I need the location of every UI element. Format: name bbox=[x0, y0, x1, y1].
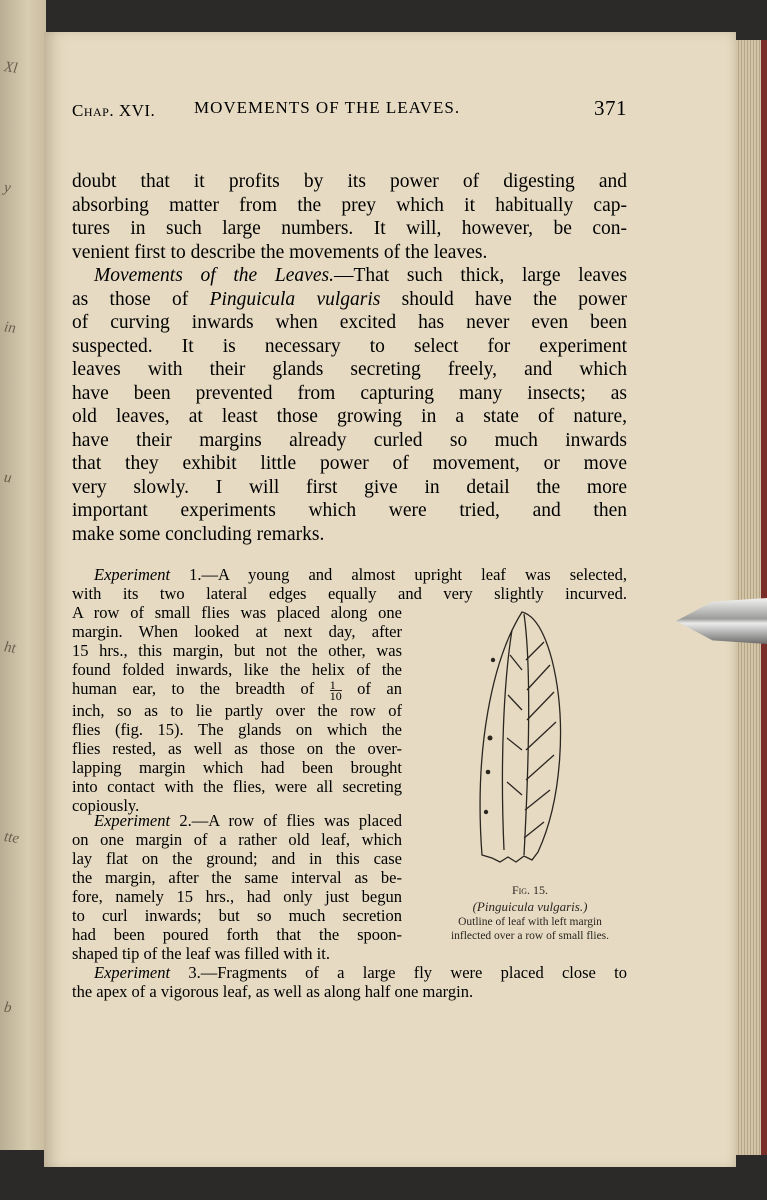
fly-mark bbox=[488, 736, 493, 741]
ghost-text: Xl bbox=[3, 59, 19, 77]
leaf-vein bbox=[508, 695, 522, 710]
text-line: fore, namely 15 hrs., had only just begun bbox=[72, 887, 402, 906]
text-line: old leaves, at least those growing in a state of nature, bbox=[72, 406, 627, 427]
text-line: venient first to describe the movements of the leaves. bbox=[72, 241, 488, 263]
text-fragment: human ear, to the breadth of bbox=[72, 679, 330, 698]
leaf-vein bbox=[525, 790, 550, 810]
running-title: MOVEMENTS OF THE LEAVES. bbox=[194, 98, 461, 117]
ghost-text: y bbox=[2, 179, 12, 197]
text-line: very slowly. I will first give in detail the more bbox=[72, 476, 627, 498]
text-line: into contact with the flies, were all secreting bbox=[72, 776, 402, 796]
left-page-edge bbox=[0, 0, 46, 1150]
text-fragment: 1.—A young and almost upright leaf was selected, bbox=[170, 565, 627, 584]
text-line: 15 hrs., this margin, but not the other, was bbox=[72, 641, 402, 660]
fly-mark bbox=[484, 810, 488, 814]
text-line: with its two lateral edges equally and very slightly incurved. bbox=[72, 584, 627, 603]
text-line: leaves with their glands secreting freely, and which bbox=[72, 359, 627, 380]
text-line: important experiments which were tried, and then bbox=[72, 500, 627, 521]
fraction-denominator: 10 bbox=[329, 688, 342, 703]
paragraph-intro bbox=[72, 170, 627, 264]
leaf-vein bbox=[527, 665, 550, 690]
text-line: have their margins already curled so much inwards bbox=[72, 429, 627, 451]
fly-mark bbox=[486, 770, 491, 775]
text-fragment: —That such thick, large leaves bbox=[333, 265, 628, 286]
text-line: inch, so as to lie partly over the row of bbox=[72, 700, 402, 720]
text-line: found folded inwards, like the helix of the bbox=[72, 660, 402, 679]
text-line: shaped tip of the leaf was filled with it. bbox=[72, 944, 330, 963]
fraction-numerator: 1 bbox=[329, 677, 336, 692]
chapter-label: Chap. XVI. bbox=[72, 101, 156, 120]
text-line bbox=[72, 288, 627, 312]
text-line: of curving inwards when excited has never even been bbox=[72, 312, 627, 333]
text-line: lay flat on the ground; and in this case bbox=[72, 849, 402, 868]
leaf-vein bbox=[527, 692, 554, 720]
leaf-vein bbox=[510, 655, 522, 670]
leaf-vein bbox=[526, 755, 554, 780]
experiment-3 bbox=[72, 963, 627, 1001]
leaf-vein bbox=[507, 782, 522, 795]
text-line: that they exhibit little power of movement, or move bbox=[72, 453, 627, 474]
figure-label: Fig. 15. bbox=[511, 883, 549, 897]
leaf-vein bbox=[524, 822, 544, 838]
text-line: on one margin of a rather old leaf, which bbox=[72, 830, 402, 849]
text-fragment: of an bbox=[341, 679, 402, 698]
page-number: 371 bbox=[594, 96, 627, 120]
figure-description: Outline of leaf with left margin inflected over a row of small flies. bbox=[450, 916, 610, 942]
leaf-vein bbox=[507, 738, 522, 750]
text-line: flies rested, as well as those on the over- bbox=[72, 738, 402, 758]
leaf-vein bbox=[526, 642, 544, 660]
running-header bbox=[72, 98, 627, 122]
text-line: doubt that it profits by its power of digesting and bbox=[72, 171, 627, 192]
text-line: the margin, after the same interval as be- bbox=[72, 868, 402, 887]
text-line: A row of small flies was placed along one bbox=[72, 603, 402, 622]
experiment-2 bbox=[72, 811, 402, 963]
experiment-label: Experiment bbox=[94, 963, 171, 982]
text-line: make some concluding remarks. bbox=[72, 523, 325, 545]
text-fragment: 3.—Fragments of a large fly were placed close to bbox=[170, 963, 627, 982]
ghost-text: tte bbox=[3, 829, 21, 847]
inflected-margin bbox=[502, 630, 512, 850]
text-line bbox=[72, 811, 402, 830]
leaf-illustration bbox=[452, 600, 612, 870]
text-line bbox=[72, 264, 627, 288]
leaf-midrib bbox=[524, 614, 529, 855]
section-heading: Movements of the Leaves. bbox=[94, 265, 334, 286]
ghost-text: u bbox=[2, 469, 13, 487]
text-line: absorbing matter from the prey which it habitually cap- bbox=[72, 194, 627, 216]
ghost-text: b bbox=[2, 999, 13, 1017]
ghost-text: in bbox=[3, 319, 17, 337]
text-line: have been prevented from capturing many insects; as bbox=[72, 382, 627, 404]
fraction bbox=[329, 677, 342, 703]
experiment-label: Experiment bbox=[94, 811, 171, 830]
text-line: to curl inwards; but so much secretion bbox=[72, 906, 402, 925]
experiment-1-full bbox=[72, 565, 627, 603]
paragraph-movements bbox=[72, 264, 627, 546]
text-fragment: as those of bbox=[72, 288, 210, 310]
figure-species: (Pinguicula vulgaris.) bbox=[472, 898, 588, 914]
text-line: tures in such large numbers. It will, however, be con- bbox=[72, 218, 627, 239]
text-line: suspected. It is necessary to select for experiment bbox=[72, 335, 627, 357]
text-line: the apex of a vigorous leaf, as well as along half one margin. bbox=[72, 982, 474, 1001]
species-name: Pinguicula vulgaris bbox=[209, 288, 381, 310]
leaf-vein bbox=[526, 722, 556, 750]
experiment-label: Experiment bbox=[94, 565, 171, 584]
text-line: had been poured forth that the spoon- bbox=[72, 925, 402, 944]
text-line bbox=[72, 565, 627, 584]
text-line bbox=[72, 963, 627, 982]
text-fragment: should have the power bbox=[380, 288, 627, 310]
fly-mark bbox=[491, 658, 495, 662]
text-line: flies (fig. 15). The glands on which the bbox=[72, 719, 402, 739]
text-line bbox=[72, 679, 402, 701]
page-edges bbox=[736, 40, 767, 1155]
text-line: copiously. bbox=[72, 795, 140, 815]
ghost-text: ht bbox=[3, 639, 17, 657]
figure-caption bbox=[450, 884, 610, 943]
text-line: lapping margin which had been brought bbox=[72, 757, 402, 777]
text-line: margin. When looked at next day, after bbox=[72, 622, 402, 641]
experiment-1-narrow bbox=[72, 603, 402, 815]
text-fragment: 2.—A row of flies was placed bbox=[170, 811, 402, 830]
